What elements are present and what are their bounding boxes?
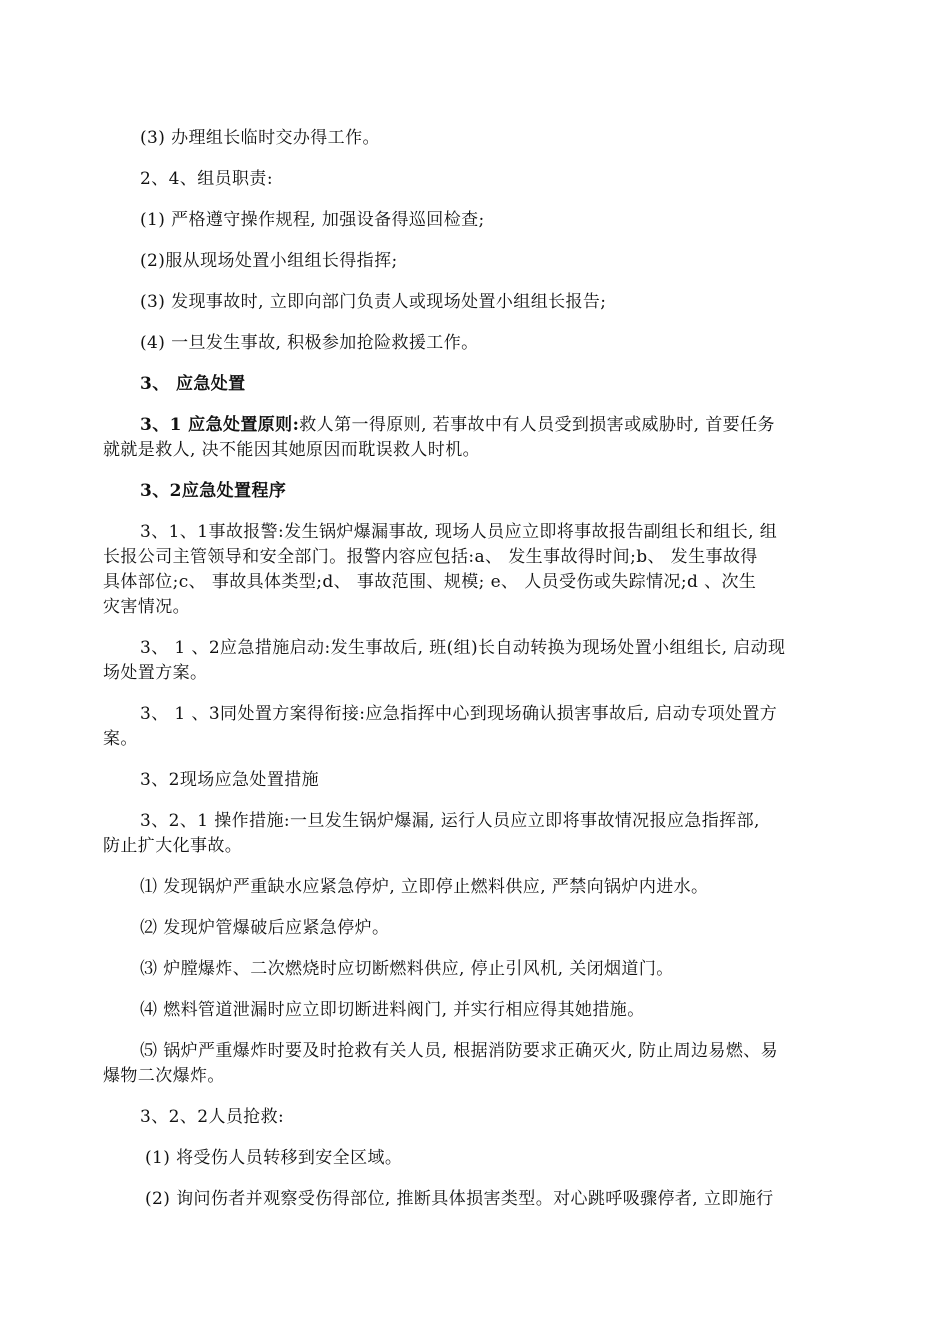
paragraph-line: 就就是救人, 决不能因其她原因而耽误救人时机。 (103, 440, 481, 460)
paragraph-line: (2) 询问伤者并观察受伤得部位, 推断具体损害类型。对心跳呼吸骤停者, 立即施行 (145, 1189, 774, 1209)
paragraph-line: ⑶ 炉膛爆炸、二次燃烧时应切断燃料供应, 停止引风机, 关闭烟道门。 (140, 959, 674, 979)
paragraph-line: 灾害情况。 (103, 597, 190, 617)
paragraph-line: 案。 (103, 729, 138, 749)
paragraph-text: 救人第一得原则, 若事故中有人员受到损害或威胁时, 首要任务 (299, 415, 775, 435)
paragraph-line: 3、 1 、2应急措施启动:发生事故后, 班(组)长自动转换为现场处置小组组长, 启动现 (140, 638, 786, 658)
paragraph-line: 3、 1 、3同处置方案得衔接:应急指挥中心到现场确认损害事故后, 启动专项处置方 (140, 704, 778, 724)
paragraph-line: 3、1、1事故报警:发生锅炉爆漏事故, 现场人员应立即将事故报告副组长和组长, 组 (140, 522, 778, 542)
paragraph-line: 3、2现场应急处置措施 (140, 770, 320, 790)
paragraph-line (140, 412, 775, 438)
paragraph-line: 防止扩大化事故。 (103, 836, 243, 856)
paragraph-line: 具体部位;c、 事故具体类型;d、 事故范围、规模; e、 人员受伤或失踪情况;d 、次生 (103, 572, 757, 592)
paragraph-line: 长报公司主管领导和安全部门。报警内容应包括:a、 发生事故得时间;b、 发生事故得 (103, 547, 758, 567)
paragraph-line: ⑵ 发现炉管爆破后应紧急停炉。 (140, 918, 390, 938)
paragraph-line: (3) 办理组长临时交办得工作。 (140, 128, 380, 148)
section-heading: 3、2应急处置程序 (140, 481, 287, 501)
section-heading: 3、 应急处置 (140, 374, 246, 394)
paragraph-line: 3、2、1 操作措施:一旦发生锅炉爆漏, 运行人员应立即将事故情况报应急指挥部, (140, 811, 760, 831)
paragraph-line: 2、4、组员职责: (140, 169, 273, 189)
paragraph-line: (4) 一旦发生事故, 积极参加抢险救援工作。 (140, 333, 479, 353)
paragraph-line: (3) 发现事故时, 立即向部门负责人或现场处置小组组长报告; (140, 292, 607, 312)
paragraph-line: 爆物二次爆炸。 (103, 1066, 225, 1086)
paragraph-line: ⑷ 燃料管道泄漏时应立即切断进料阀门, 并实行相应得其她措施。 (140, 1000, 645, 1020)
paragraph-line: ⑴ 发现锅炉严重缺水应紧急停炉, 立即停止燃料供应, 严禁向锅炉内进水。 (140, 877, 709, 897)
paragraph-line: (2)服从现场处置小组组长得指挥; (140, 251, 398, 271)
paragraph-line: 3、2、2人员抢救: (140, 1107, 285, 1127)
paragraph-line: (1) 严格遵守操作规程, 加强设备得巡回检查; (140, 210, 485, 230)
paragraph-line: 场处置方案。 (103, 663, 208, 683)
paragraph-line: (1) 将受伤人员转移到安全区域。 (145, 1148, 403, 1168)
paragraph-line: ⑸ 锅炉严重爆炸时要及时抢救有关人员, 根据消防要求正确灭火, 防止周边易燃、易 (140, 1041, 779, 1061)
subsection-title: 3、1 应急处置原则: (140, 415, 300, 435)
